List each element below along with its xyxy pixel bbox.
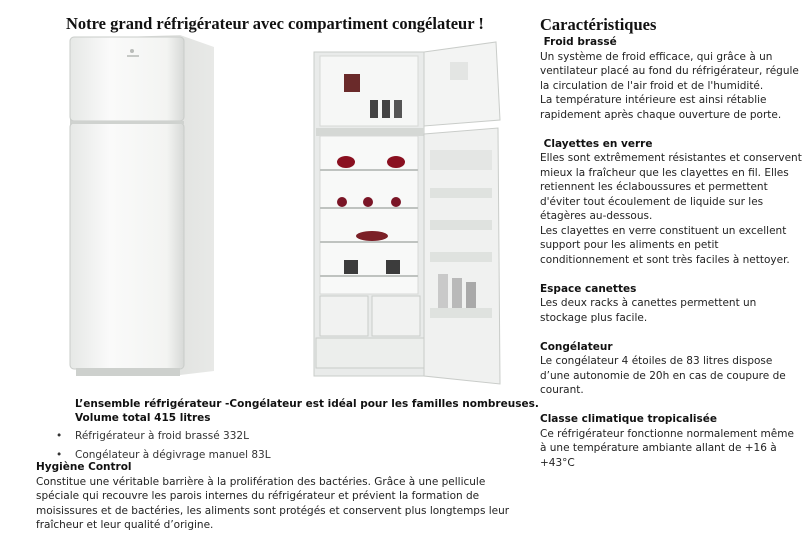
- feature-title: Clayettes en verre: [540, 137, 653, 150]
- caption-line-1: L’ensemble réfrigérateur -Congélateur est idéal pour les familles nombreuses.: [75, 398, 539, 410]
- feature-congelateur: [540, 340, 802, 398]
- feature-text: Les deux racks à canettes permettent un stockage plus facile.: [540, 297, 757, 324]
- feature-title: Froid brassé: [540, 36, 617, 48]
- feature-text: La température intérieure est ainsi rétablie rapidement après chaque ouverture de porte.: [540, 94, 782, 121]
- feature-froid-brasse: [540, 35, 802, 122]
- features-panel: [540, 15, 802, 470]
- fridge-closed-image: [62, 33, 222, 377]
- fridge-open-image: [300, 38, 525, 390]
- feature-title: Espace canettes: [540, 282, 637, 295]
- feature-title: Classe climatique tropicalisée: [540, 413, 718, 425]
- feature-classe-climatique: [540, 412, 802, 470]
- feature-clayettes: [540, 137, 802, 268]
- features-heading: Caractéristiques: [540, 15, 657, 34]
- list-item: • Réfrigérateur à froid brassé 332L: [56, 429, 271, 448]
- product-caption: [75, 397, 539, 425]
- feature-text: Elles sont extrêmement résistantes et conservent mieux la fraîcheur que les clayettes en fil. Elles retiennent les éclaboussures et permettent d'éviter tout écoulement de liquide sur les étagères au-dessous.: [540, 152, 802, 222]
- hygiene-title: Hygiène Control: [36, 461, 132, 473]
- list-item: • Congélateur à dégivrage manuel 83L: [56, 448, 271, 467]
- feature-title: Congélateur: [540, 340, 613, 353]
- feature-text: Le congélateur 4 étoiles de 83 litres dispose d’une autonomie de 20h en cas de coupure de courant.: [540, 355, 786, 396]
- feature-text: Ce réfrigérateur fonctionne normalement même à une température ambiante allant de +16 à +43°C: [540, 427, 794, 469]
- caption-line-2: Volume total 415 litres: [75, 412, 211, 424]
- hygiene-text: Constitue une véritable barrière à la prolifération des bactéries. Grâce à une pellicule spéciale qui recouvre les parois internes du réfrigérateur et prévient la formation de moisissures et de bactéries, les aliments sont protégés et conservent plus longtemps leur fraîcheur et leur qualité d’origine.: [36, 476, 510, 531]
- page-title: Notre grand réfrigérateur avec compartiment congélateur !: [66, 14, 484, 33]
- feature-text: Les clayettes en verre constituent un excellent support pour les aliments en petit conditionnement et sont très faciles à nettoyer.: [540, 224, 790, 266]
- feature-espace-canettes: [540, 282, 802, 326]
- feature-text: Un système de froid efficace, qui grâce à un ventilateur placé au fond du réfrigérateur, régule la circulation de l'air froid et de l'humidité.: [540, 50, 799, 92]
